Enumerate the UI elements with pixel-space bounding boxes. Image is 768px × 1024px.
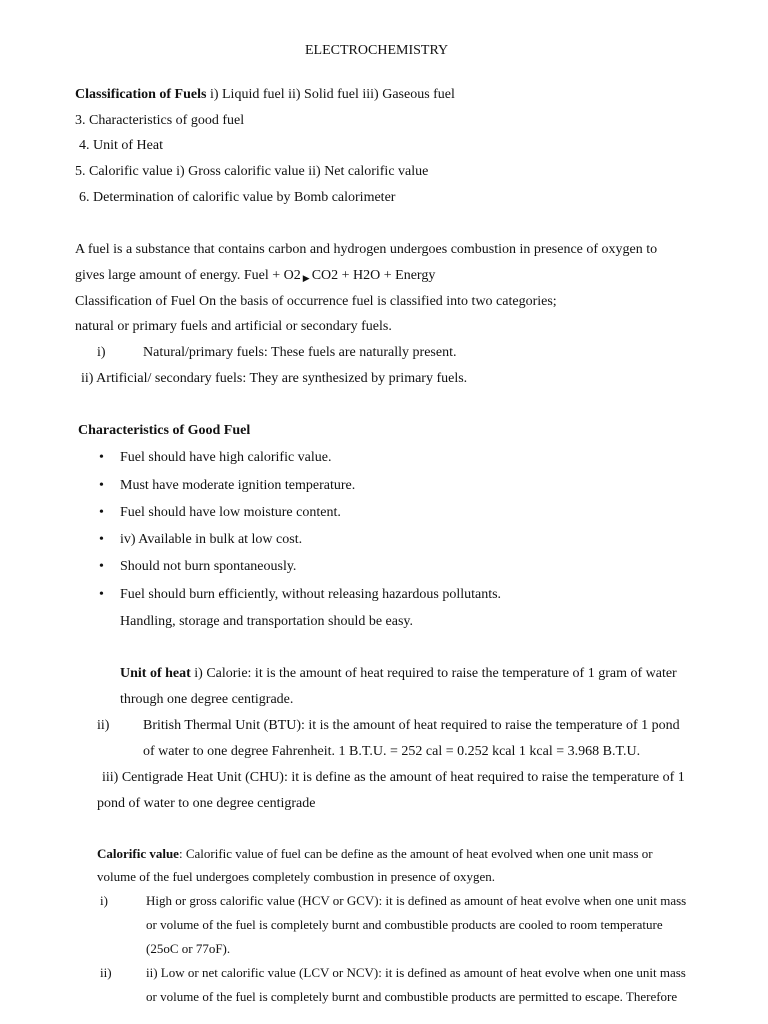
toc-line-1: [75, 86, 455, 104]
bullet-icon: •: [99, 587, 104, 602]
lcv-line-2: or volume of the fuel is completely burnt and combustible products are permitted to escape. Therefore: [146, 989, 678, 1004]
intro-paragraph-line-2: [75, 267, 435, 287]
characteristic-item-3: Fuel should have low moisture content.: [120, 505, 341, 520]
bullet-icon: •: [99, 450, 104, 465]
chu-line-2: pond of water to one degree centigrade: [97, 796, 316, 811]
hcv-line-3: (25oC or 77oF).: [146, 941, 231, 956]
btu-line-2: of water to one degree Fahrenheit. 1 B.T.U. = 252 cal = 0.252 kcal 1 kcal = 3.968 B.T.U.: [143, 744, 641, 759]
unit-of-heat-heading: Unit of heat: [120, 666, 191, 681]
characteristic-item-extra: Handling, storage and transportation should be easy.: [120, 614, 414, 629]
toc-heading-classification: Classification of Fuels: [75, 87, 207, 102]
chu-line-1: iii) Centigrade Heat Unit (CHU): it is define as the amount of heat required to raise the temperature of 1: [102, 770, 685, 785]
intro-paragraph-line-3: Classification of Fuel On the basis of occurrence fuel is classified into two categories;: [75, 294, 557, 309]
btu-number: ii): [97, 718, 110, 733]
lcv-line-1: ii) Low or net calorific value (LCV or NCV): it is defined as amount of heat evolve when one unit mass: [146, 965, 686, 980]
intro-paragraph-line-4: natural or primary fuels and artificial or secondary fuels.: [75, 319, 392, 334]
equation-left: gives large amount of energy. Fuel + O2: [75, 268, 301, 283]
bullet-icon: •: [99, 478, 104, 493]
calorific-heading: Calorific value: [97, 846, 179, 861]
hcv-line-1: High or gross calorific value (HCV or GCV): it is defined as amount of heat evolve when one unit mass: [146, 893, 687, 908]
toc-line-4: 5. Calorific value i) Gross calorific value ii) Net calorific value: [75, 164, 429, 179]
fuel-type-2-text: ii) Artificial/ secondary fuels: They are synthesized by primary fuels.: [81, 371, 468, 386]
characteristic-item-1: Fuel should have high calorific value.: [120, 450, 332, 465]
bullet-icon: •: [99, 559, 104, 574]
document-title: ELECTROCHEMISTRY: [305, 43, 449, 58]
toc-line-1-rest: i) Liquid fuel ii) Solid fuel iii) Gaseous fuel: [206, 87, 455, 102]
calorific-line-2: volume of the fuel undergoes completely combustion in presence of oxygen.: [97, 869, 495, 884]
hcv-number: i): [100, 893, 108, 908]
characteristic-item-5: Should not burn spontaneously.: [120, 559, 297, 574]
calorific-line-1: Calorific value: Calorific value of fuel can be define as the amount of heat evolved when one unit mass or: [97, 846, 653, 861]
characteristics-heading: Characteristics of Good Fuel: [78, 423, 251, 438]
fuel-type-1-number: i): [97, 345, 106, 360]
toc-line-5: 6. Determination of calorific value by Bomb calorimeter: [79, 190, 396, 205]
unit-of-heat-line-1: Unit of heat i) Calorie: it is the amount of heat required to raise the temperature of 1 gram of water: [120, 666, 677, 681]
bullet-icon: •: [99, 532, 104, 547]
btu-line-1: British Thermal Unit (BTU): it is the amount of heat required to raise the temperature of 1 pond: [143, 718, 680, 733]
toc-line-3: 4. Unit of Heat: [79, 138, 163, 153]
intro-paragraph-line-1: A fuel is a substance that contains carbon and hydrogen undergoes combustion in presence of oxygen to: [75, 242, 658, 257]
equation-right: CO2 + H2O + Energy: [311, 268, 436, 283]
reaction-arrow-icon: ▶: [302, 273, 310, 283]
lcv-number: ii): [100, 965, 112, 980]
fuel-type-1-text: Natural/primary fuels: These fuels are naturally present.: [143, 345, 457, 360]
toc-line-2: 3. Characteristics of good fuel: [75, 113, 245, 128]
bullet-icon: •: [99, 505, 104, 520]
unit-of-heat-line-2: through one degree centigrade.: [120, 692, 294, 707]
characteristic-item-6: Fuel should burn efficiently, without releasing hazardous pollutants.: [120, 587, 502, 602]
characteristic-item-4: iv) Available in bulk at low cost.: [120, 532, 303, 547]
hcv-line-2: or volume of the fuel is completely burnt and combustible products are cooled to room temperature: [146, 917, 663, 932]
characteristic-item-2: Must have moderate ignition temperature.: [120, 478, 356, 493]
